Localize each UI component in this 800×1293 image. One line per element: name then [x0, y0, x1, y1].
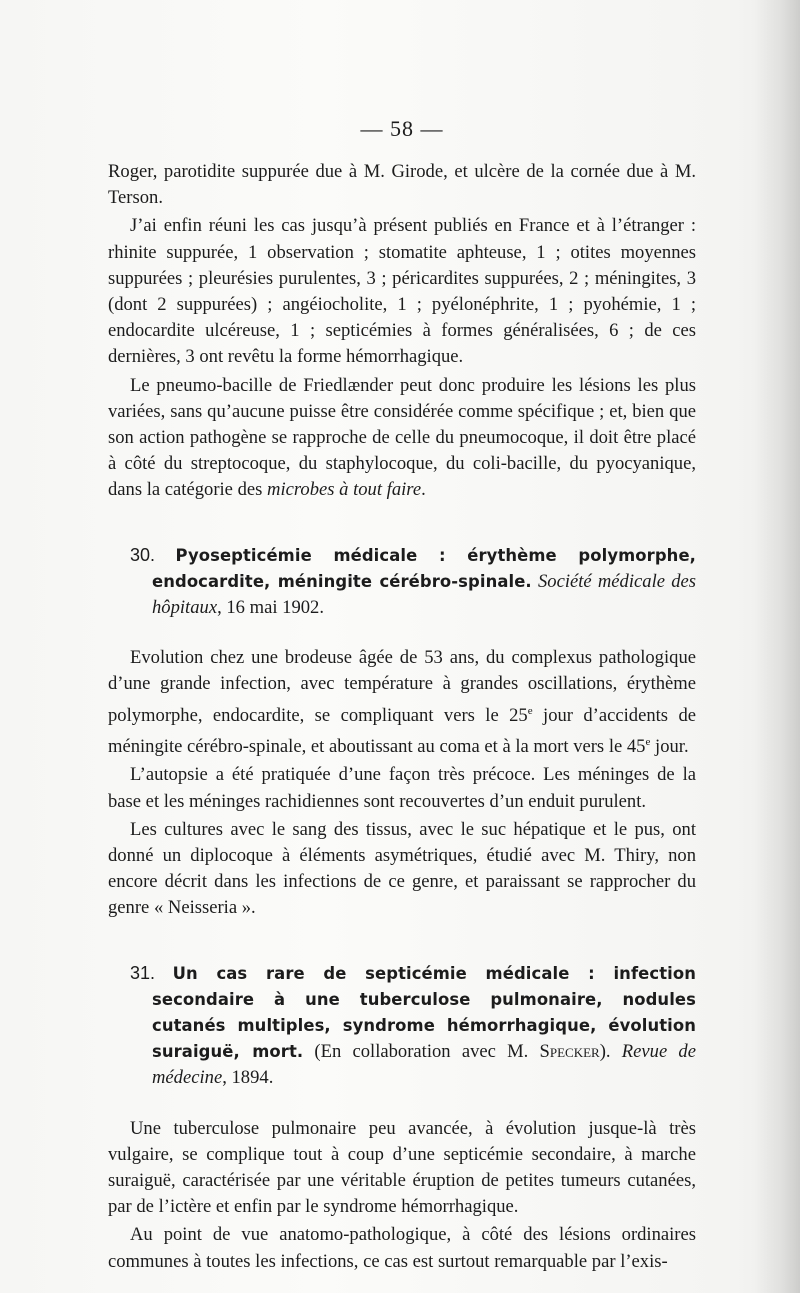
entry-30-paragraph-1: Evolution chez une brodeuse âgée de 53 ans, du complexus pathologique d’une grande infection, avec température à grandes oscillations, érythème polymorphe, endocardite, se compliquant vers le 25e jour d’accidents de méningite cérébro-spinale, et aboutissant au coma et à la mort vers le 45e jour. [108, 647, 696, 758]
paragraph-3-italic: microbes à tout faire [267, 479, 422, 501]
text-body [108, 116, 696, 1275]
entry-31-paragraph-1: Une tuberculose pulmonaire peu avancée, à évolution jusque-là très vulgaire, se complique tout à coup d’une septicémie secondaire, à marche suraiguë, caractérisée par une véritable éruption de petites tumeurs cutanées, par de l’ictère et enfin par le syndrome hémorrhagique. [108, 1117, 696, 1218]
entry-30-title: Pyosepticémie médicale : érythème polymorphe, endocardite, méningite cérébro-spinale. [152, 545, 696, 591]
paragraph-1: Roger, parotidite suppurée due à M. Girode, et ulcère de la cornée due à M. Terson. [108, 161, 696, 209]
entry-30-paragraph-3: Les cultures avec le sang des tissus, avec le suc hépatique et le pus, ont donné un diplocoque à éléments asymétriques, étudié avec M. Thiry, non encore décrit dans les infections de ce genre, et paraissant se rapprocher du genre « Neisseria ». [108, 818, 696, 919]
entry-31-collab-name: Specker [539, 1041, 600, 1063]
paragraph-2: J’ai enfin réuni les cas jusqu’à présent publiés en France et à l’étranger : rhinite suppurée, 1 observation ; stomatite aphteuse, 1 ; otites moyennes suppurées ; pleurésies purulentes, 3 ; péricardites suppurées, 2 ; méningites, 3 (dont 2 suppurées) ; angéiocholite, 1 ; pyélonéphrite, 1 ; pyohémie, 1 ; endocardite ulcéreuse, 1 ; septicémies à formes généralisées, 6 ; de ces dernières, 3 ont revêtu la forme hémorrhagique. [108, 215, 696, 368]
entry-30-date: , 16 mai 1902. [217, 597, 324, 619]
paragraph-3-end: . [421, 479, 426, 501]
entry-31-heading [130, 960, 696, 1092]
paragraph-3-text: Le pneumo-bacille de Friedlænder peut donc produire les lésions les plus variées, sans qu’aucune puisse être considérée comme spécifique ; et, bien que son action pathogène se rapproche de celle du pneumocoque, il doit être placé à côté du streptocoque, du staphylocoque, du coli-bacille, du pyocyanique, dans la catégorie des [108, 374, 696, 501]
page-number: — 58 — [360, 116, 444, 141]
entry-31-collab-end: ). [599, 1041, 622, 1063]
entry-31-paragraph-2: Au point de vue anatomo-pathologique, à côté des lésions ordinaires communes à toutes les infections, ce cas est surtout remarquable par l’exis- [108, 1224, 696, 1272]
entry-31-number: 31. [130, 962, 156, 983]
paragraph-3 [108, 373, 696, 504]
entry-30-journal: Société médicale des hôpitaux [152, 570, 696, 619]
page-edge-shadow [754, 0, 800, 1293]
entry-31-date: , 1894. [222, 1067, 274, 1089]
entry-31-collab: (En collaboration avec M. [303, 1041, 540, 1063]
entry-30-number: 30. [130, 544, 156, 565]
entry-31-journal: Revue de médecine [152, 1041, 696, 1089]
entry-30-paragraph-2: L’autopsie a été pratiquée d’une façon très précoce. Les méninges de la base et les méninges rachidiennes sont recouvertes d’un enduit purulent. [108, 764, 696, 812]
entry-31-title: Un cas rare de septicémie médicale : infection secondaire à une tuberculose pulmonaire, nodules cutanés multiples, syndrome hémorrhagique, évolution suraiguë, mort. [152, 963, 696, 1062]
entry-30-heading [130, 542, 696, 622]
